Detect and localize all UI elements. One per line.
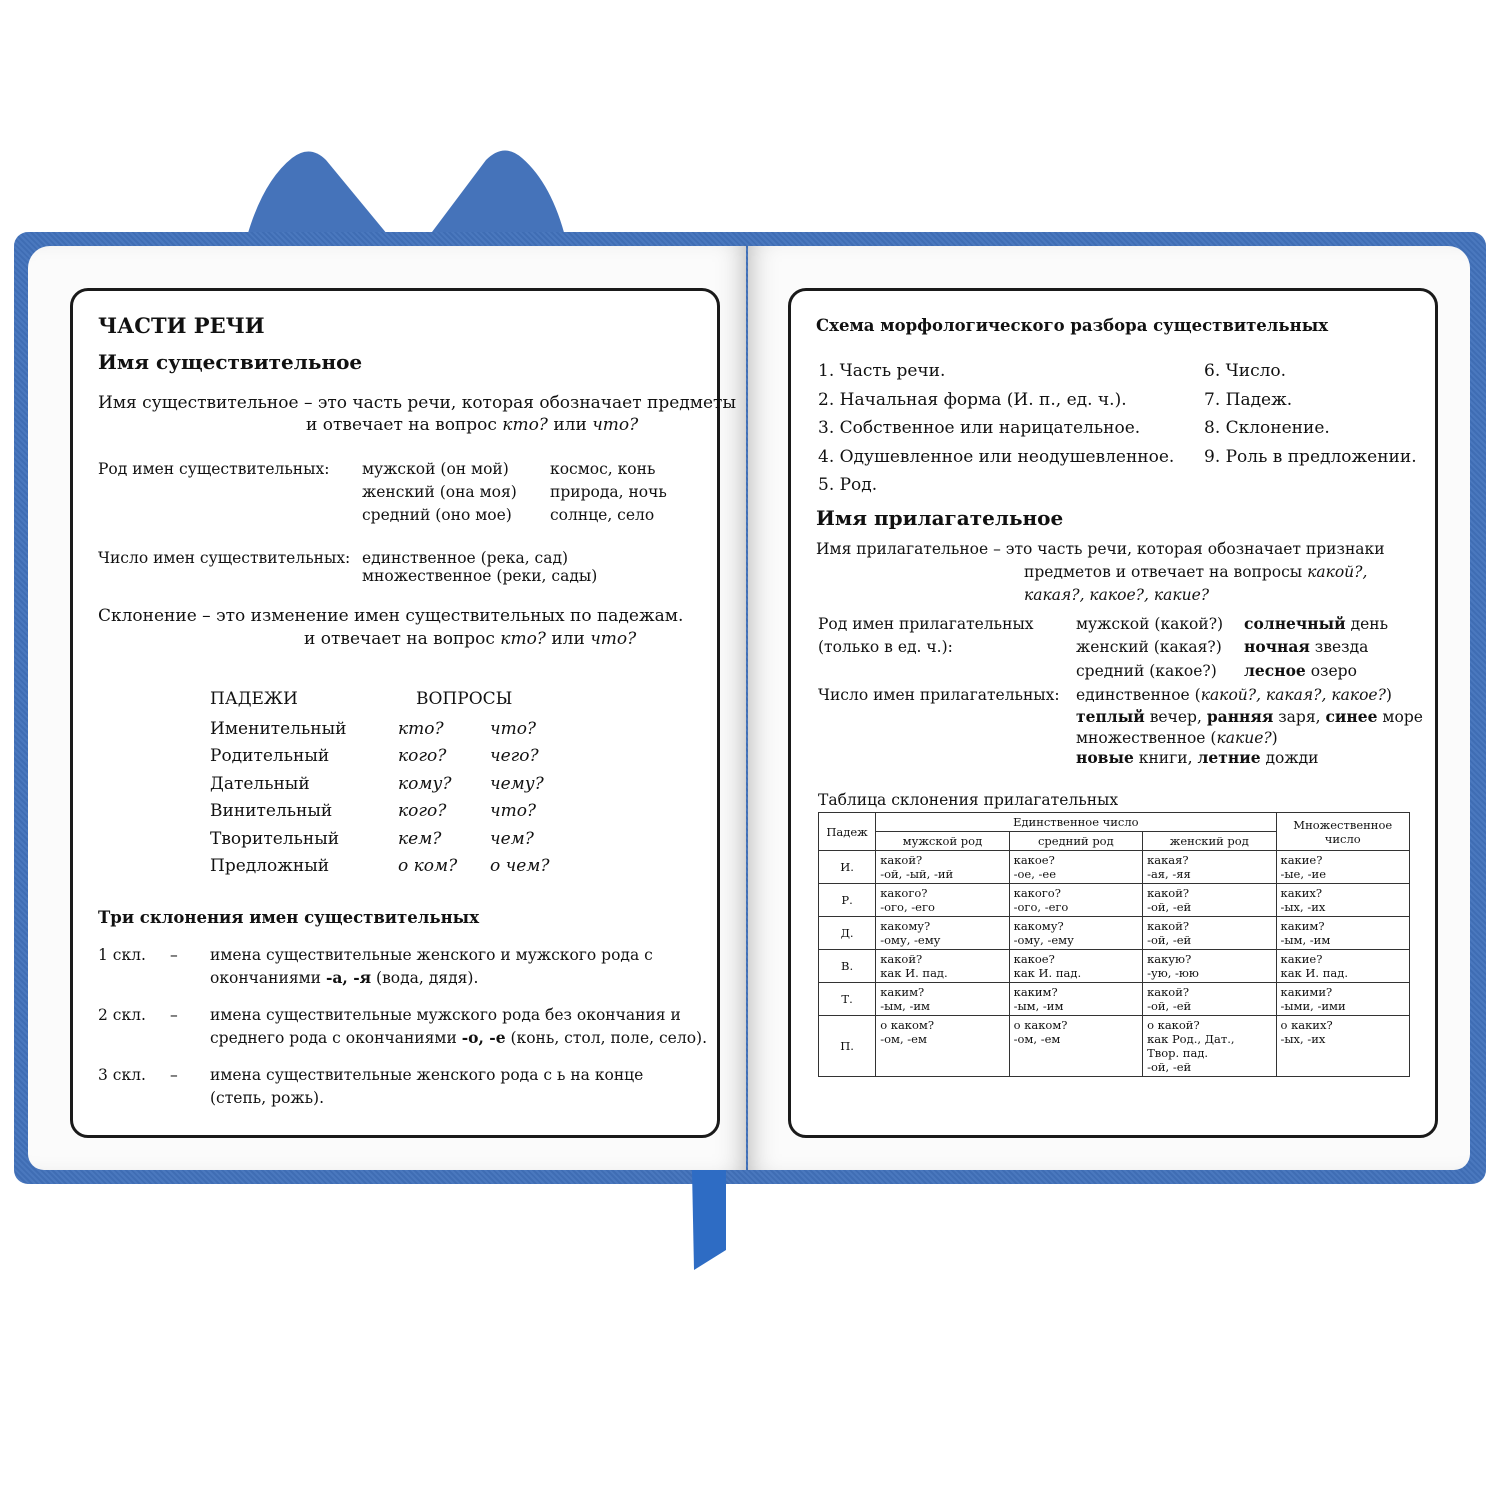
declension-label: 1 скл.: [98, 946, 146, 964]
masc-cell: какой? как И. пад.: [876, 950, 1009, 983]
table-row: [819, 983, 1410, 1016]
adj-gender-masc: мужской (какой?): [1076, 615, 1224, 633]
case-question-animate: о ком?: [398, 856, 458, 876]
case-name: Родительный: [210, 746, 330, 766]
three-declensions-heading: Три склонения имен существительных: [98, 908, 480, 927]
number-singular: единственное (река, сад): [362, 549, 569, 567]
questions-header: ВОПРОСЫ: [416, 689, 513, 709]
scheme-item: 9. Роль в предложении.: [1204, 447, 1417, 467]
declension-definition-line1: Склонение – это изменение имен существительных по падежам.: [98, 606, 684, 626]
plural-cell: какими? -ыми, -ими: [1276, 983, 1410, 1016]
left-ear: [246, 151, 392, 240]
neut-cell: о каком? -ом, -ем: [1009, 1016, 1142, 1077]
plural-cell: какие? как И. пад.: [1276, 950, 1410, 983]
table-header-row: [819, 813, 1410, 832]
case-question-animate: кому?: [398, 774, 452, 794]
neut-cell: какого? -ого, -его: [1009, 884, 1142, 917]
number-plural: множественное (реки, сады): [362, 567, 598, 585]
declension-dash: –: [170, 1006, 178, 1024]
declension-text-line2: среднего рода с окончаниями -о, -е (конь, стол, поле, село).: [210, 1028, 708, 1047]
declension-text-line2: (степь, рожь).: [210, 1089, 325, 1107]
case-question-animate: кто?: [398, 719, 444, 739]
case-name: Дательный: [210, 774, 310, 794]
declension-dash: –: [170, 946, 178, 964]
adjective-definition-line2: предметов и отвечает на вопросы какой?,: [1024, 563, 1368, 581]
plural-cell: каких? -ых, -их: [1276, 884, 1410, 917]
gender-masc-example: космос, конь: [550, 460, 656, 478]
case-cell: Д.: [819, 917, 876, 950]
case-cell: В.: [819, 950, 876, 983]
table-row: [819, 950, 1410, 983]
masc-header: мужской род: [876, 832, 1009, 851]
gender-neut: средний (оно мое): [362, 506, 512, 524]
plural-cell: какие? -ые, -ие: [1276, 851, 1410, 884]
neut-cell: какое? -ое, -ее: [1009, 851, 1142, 884]
adjective-gender-label-note: (только в ед. ч.):: [818, 638, 953, 656]
adjective-gender-label: Род имен прилагательных: [818, 615, 1034, 633]
case-question-inanimate: чему?: [490, 774, 544, 794]
case-question-inanimate: что?: [490, 719, 537, 739]
masc-cell: каким? -ым, -им: [876, 983, 1009, 1016]
plural-cell: о каких? -ых, -их: [1276, 1016, 1410, 1077]
gender-masc: мужской (он мой): [362, 460, 509, 478]
plural-header: Множественное число: [1276, 813, 1410, 851]
noun-definition-line2: и отвечает на вопрос кто? или что?: [306, 415, 639, 435]
declension-dash: –: [170, 1066, 178, 1084]
cases-header: ПАДЕЖИ: [210, 689, 298, 709]
fem-cell: какой? -ой, -ей: [1143, 917, 1276, 950]
case-question-animate: кого?: [398, 746, 447, 766]
adj-gender-neut: средний (какое?): [1076, 662, 1217, 680]
adj-gender-fem: женский (какая?): [1076, 638, 1222, 656]
noun-heading: Имя существительное: [98, 350, 363, 374]
adjective-heading: Имя прилагательное: [816, 506, 1064, 530]
case-cell: Р.: [819, 884, 876, 917]
declension-table-title: Таблица склонения прилагательных: [818, 791, 1119, 809]
fem-cell: какой? -ой, -ей: [1143, 983, 1276, 1016]
adj-plural-examples: новые книги, летние дожди: [1076, 748, 1319, 767]
neut-cell: какое? как И. пад.: [1009, 950, 1142, 983]
neut-header: средний род: [1009, 832, 1142, 851]
scheme-item: 7. Падеж.: [1204, 390, 1293, 410]
case-name: Творительный: [210, 829, 340, 849]
table-row: [819, 851, 1410, 884]
fem-cell: какую? -ую, -юю: [1143, 950, 1276, 983]
cat-ears: [0, 0, 1500, 260]
fem-cell: какая? -ая, -яя: [1143, 851, 1276, 884]
plural-cell: каким? -ым, -им: [1276, 917, 1410, 950]
adjective-number-label: Число имен прилагательных:: [818, 686, 1060, 704]
parts-of-speech-title: ЧАСТИ РЕЧИ: [98, 313, 265, 338]
masc-cell: какому? -ому, -ему: [876, 917, 1009, 950]
declension-label: 2 скл.: [98, 1006, 146, 1024]
adj-gender-fem-example: ночная звезда: [1244, 637, 1369, 656]
case-question-inanimate: чем?: [490, 829, 534, 849]
declension-definition-line2: и отвечает на вопрос кто? или что?: [304, 629, 637, 649]
masc-cell: какой? -ой, -ый, -ий: [876, 851, 1009, 884]
gender-fem-example: природа, ночь: [550, 483, 667, 501]
table-row: [819, 884, 1410, 917]
case-question-animate: кого?: [398, 801, 447, 821]
fem-header: женский род: [1143, 832, 1276, 851]
bookmark-ribbon: [690, 1170, 730, 1272]
neut-cell: каким? -ым, -им: [1009, 983, 1142, 1016]
case-question-inanimate: чего?: [490, 746, 539, 766]
table-row: [819, 1016, 1410, 1077]
scheme-item: 1. Часть речи.: [818, 361, 946, 381]
declension-label: 3 скл.: [98, 1066, 146, 1084]
adj-number-singular: единственное (какой?, какая?, какое?): [1076, 686, 1392, 704]
declension-text-line2: окончаниями -а, -я (вода, дядя).: [210, 968, 479, 987]
gender-fem: женский (она моя): [362, 483, 517, 501]
neut-cell: какому? -ому, -ему: [1009, 917, 1142, 950]
fem-cell: какой? -ой, -ей: [1143, 884, 1276, 917]
scheme-item: 2. Начальная форма (И. п., ед. ч.).: [818, 390, 1127, 410]
scheme-heading: Схема морфологического разбора существительных: [816, 316, 1329, 335]
masc-cell: какого? -ого, -его: [876, 884, 1009, 917]
case-name: Винительный: [210, 801, 333, 821]
declension-text-line1: имена существительные мужского рода без окончания и: [210, 1006, 681, 1024]
masc-cell: о каком? -ом, -ем: [876, 1016, 1009, 1077]
case-cell: И.: [819, 851, 876, 884]
case-question-inanimate: что?: [490, 801, 537, 821]
adj-number-plural: множественное (какие?): [1076, 729, 1278, 747]
scheme-item: 4. Одушевленное или неодушевленное.: [818, 447, 1175, 467]
scheme-item: 5. Род.: [818, 475, 878, 495]
adjective-declension-table: [818, 812, 1410, 1077]
case-name: Предложный: [210, 856, 330, 876]
adjective-definition-line1: Имя прилагательное – это часть речи, которая обозначает признаки: [816, 540, 1385, 558]
scheme-item: 3. Собственное или нарицательное.: [818, 418, 1141, 438]
noun-number-label: Число имен существительных:: [98, 549, 351, 567]
adjective-definition-line3: какая?, какое?, какие?: [1024, 586, 1210, 604]
case-column-header: Падеж: [819, 813, 876, 851]
gender-neut-example: солнце, село: [550, 506, 655, 524]
adj-gender-neut-example: лесное озеро: [1244, 661, 1357, 680]
right-ear: [426, 150, 566, 240]
scheme-item: 8. Склонение.: [1204, 418, 1330, 438]
case-cell: П.: [819, 1016, 876, 1077]
fem-cell: о какой? как Род., Дат., Твор. пад. -ой, -ей: [1143, 1016, 1276, 1077]
table-row: [819, 917, 1410, 950]
adj-gender-masc-example: солнечный день: [1244, 614, 1389, 633]
scheme-item: 6. Число.: [1204, 361, 1287, 381]
adj-singular-examples: теплый вечер, ранняя заря, синее море: [1076, 707, 1423, 726]
case-cell: Т.: [819, 983, 876, 1016]
case-question-animate: кем?: [398, 829, 442, 849]
declension-text-line1: имена существительные женского и мужского рода с: [210, 946, 653, 964]
case-question-inanimate: о чем?: [490, 856, 550, 876]
singular-header: Единственное число: [876, 813, 1276, 832]
case-name: Именительный: [210, 719, 347, 739]
noun-gender-label: Род имен существительных:: [98, 460, 330, 478]
declension-text-line1: имена существительные женского рода с ь на конце: [210, 1066, 644, 1084]
noun-definition-line1: Имя существительное – это часть речи, которая обозначает предметы: [98, 393, 736, 413]
